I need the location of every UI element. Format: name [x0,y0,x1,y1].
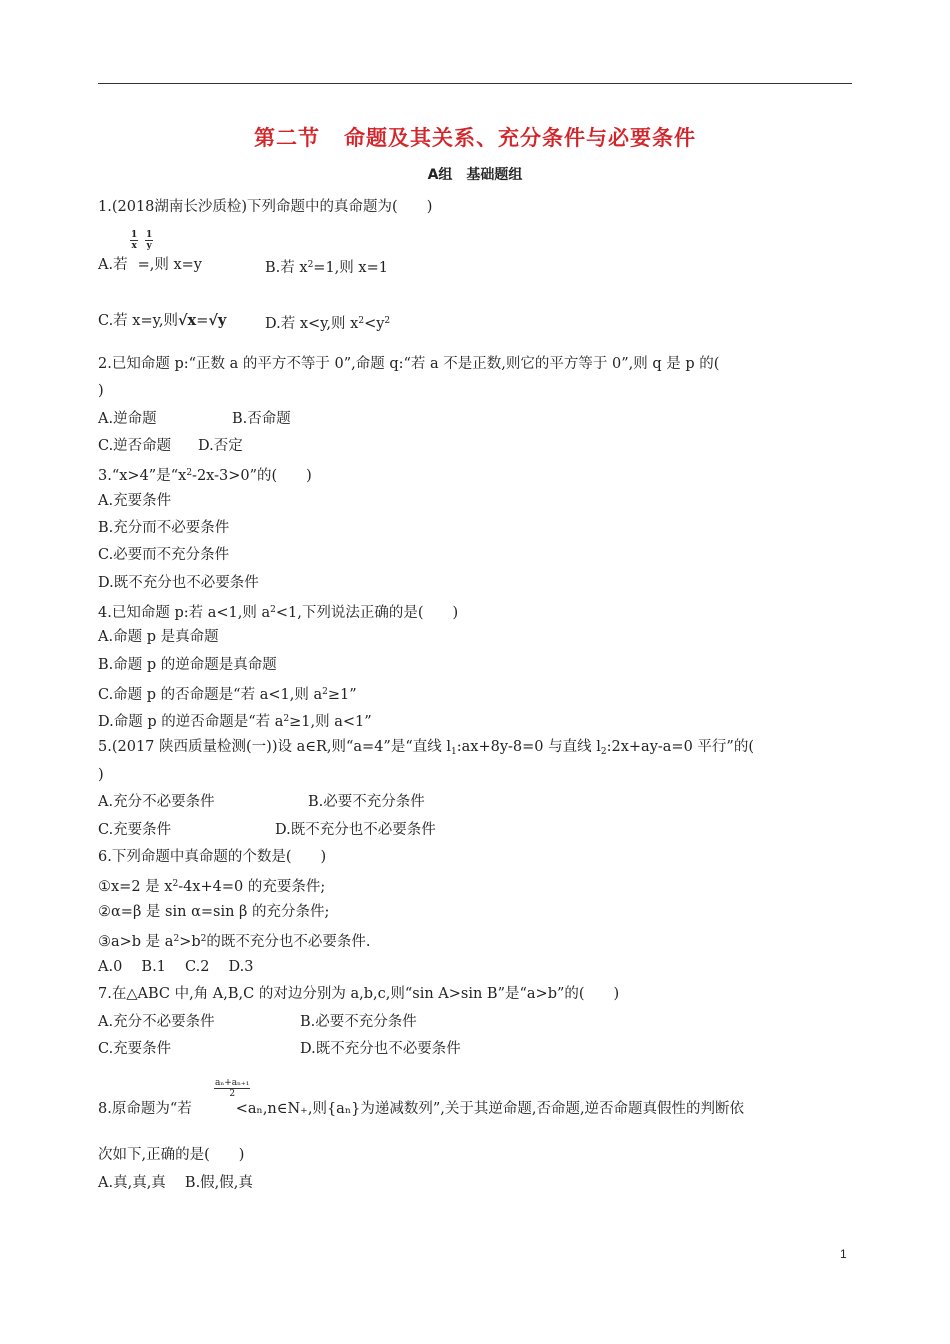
option-text: A.若 [98,257,128,273]
group-name: 基础题组 [466,167,523,183]
stem-text: :2x+ay-a=0 平行”的( [606,739,754,755]
superscript: 2 [358,316,365,326]
q6-item-2: ②α=β 是 sin α=sin β 的充分条件; [98,904,330,920]
option-text: = [137,257,150,273]
stem-text: <aₙ,n∈N₊,则{aₙ}为递减数列”,关于其逆命题,否命题,逆否命题真假性的判断依 [235,1101,745,1117]
superscript: 2 [307,260,314,270]
q3-option-a: A.充要条件 [98,493,172,509]
q4-option-b: B.命题 p 的逆命题是真命题 [98,657,277,673]
subscript: 1 [451,747,457,757]
q7-stem: 7.在△ABC 中,角 A,B,C 的对边分别为 a,b,c,则“sin A>sin B”是“a>b”的( ) [98,986,620,1002]
option-text: ≥1” [327,687,357,703]
q2-option-a: A.逆命题 [98,411,157,427]
stem-text: 8.原命题为“若 [98,1101,192,1117]
q7-option-b: B.必要不充分条件 [300,1014,417,1030]
q5-option-a: A.充分不必要条件 [98,794,215,810]
q2-stem: 2.已知命题 p:“正数 a 的平方不等于 0”,命题 q:“若 a 不是正数,则它的平方等于 0”,则 q 是 p 的( [98,356,720,372]
header-rule [98,83,852,84]
q5-option-b: B.必要不充分条件 [308,794,425,810]
q3-option-c: C.必要而不充分条件 [98,547,230,563]
q3-option-d: D.既不充分也不必要条件 [98,575,259,591]
item-text: -4x+4=0 的充要条件; [178,879,326,895]
option-text: B.若 x [265,260,308,276]
q5-option-d: D.既不充分也不必要条件 [275,822,436,838]
stem-text: <1,下列说法正确的是( ) [275,605,459,621]
option-text: = [196,313,209,329]
superscript: 2 [186,468,193,478]
q8-options: A.真,真,真 B.假,假,真 [98,1175,253,1191]
option-text: <y [364,316,385,332]
section-name: 命题及其关系、充分条件与必要条件 [344,126,696,150]
superscript: 2 [322,687,328,697]
q1-stem: 1.(2018湖南长沙质检)下列命题中的真命题为( ) [98,199,433,215]
option-text: =1,则 x=1 [313,260,388,276]
q8-fraction [214,1078,250,1099]
q1-option-d [265,312,390,333]
item-text: >b [179,934,201,950]
q5-option-c: C.充要条件 [98,822,172,838]
q1-option-a [98,256,202,274]
section-number: 第二节 [254,126,320,150]
stem-text: 3.“x>4”是“x [98,468,187,484]
stem-text: 5.(2017 陕西质量检测(一))设 a∈R,则“a=4”是“直线 l [98,739,451,755]
page-number: 1 [840,1247,847,1261]
fraction-denominator: y [146,241,152,251]
q2-option-d: D.否定 [198,438,243,454]
item-text: ①x=2 是 x [98,879,173,895]
stem-text: :ax+8y-8=0 与直线 l [456,739,601,755]
option-text: C.若 x=y,则 [98,313,178,329]
option-text: C.命题 p 的否命题是“若 a<1,则 a [98,687,323,703]
q4-option-a: A.命题 p 是真命题 [98,629,219,645]
q7-option-c: C.充要条件 [98,1041,172,1057]
q7-option-d: D.既不充分也不必要条件 [300,1041,461,1057]
q4-stem [98,601,458,622]
sqrt-x: √x [178,312,197,329]
q1-option-c [98,312,226,330]
superscript: 2 [200,934,207,944]
item-text: 的既不充分也不必要条件. [206,934,371,950]
q5-stem-cont: ) [98,767,104,783]
q7-option-a: A.充分不必要条件 [98,1014,215,1030]
q3-option-b: B.充分而不必要条件 [98,520,230,536]
stem-text: 4.已知命题 p:若 a<1,则 a [98,605,271,621]
q1-fraction-1x [130,230,138,251]
fraction-numerator: 1 [131,230,138,240]
group-label: A组 [427,167,453,183]
fraction-numerator: aₙ+aₙ₊₁ [215,1078,250,1088]
q2-stem-cont: ) [98,383,104,399]
option-text: ,则 x=y [149,257,202,273]
q4-option-c [98,683,357,704]
section-title [0,122,950,152]
superscript: 2 [173,934,180,944]
q2-option-c: C.逆否命题 [98,438,172,454]
q4-option-d [98,710,372,731]
superscript: 2 [283,714,290,724]
q6-stem: 6.下列命题中真命题的个数是( ) [98,849,327,865]
q2-option-b: B.否命题 [232,411,291,427]
q1-fraction-1y [145,230,153,251]
superscript: 2 [270,605,276,615]
group-heading [0,164,950,184]
superscript: 2 [384,316,391,326]
option-text: D.命题 p 的逆否命题是“若 a [98,714,284,730]
q3-stem [98,464,312,485]
fraction-numerator: 1 [146,230,153,240]
item-text: ③a>b 是 a [98,934,174,950]
q6-item-1 [98,875,325,896]
superscript: 2 [172,879,179,889]
fraction-denominator: x [131,241,137,251]
sqrt-y: √y [208,312,227,329]
fraction-denominator: 2 [229,1089,236,1099]
q6-item-3 [98,930,370,951]
q8-stem-cont: 次如下,正确的是( ) [98,1147,245,1163]
q8-stem [98,1100,744,1118]
q6-options: A.0 B.1 C.2 D.3 [98,959,254,975]
q5-stem [98,738,754,761]
option-text: D.若 x<y,则 x [265,316,359,332]
q1-option-b [265,256,388,277]
subscript: 2 [600,747,607,757]
option-text: ≥1,则 a<1” [289,714,372,730]
stem-text: -2x-3>0”的( ) [192,468,312,484]
